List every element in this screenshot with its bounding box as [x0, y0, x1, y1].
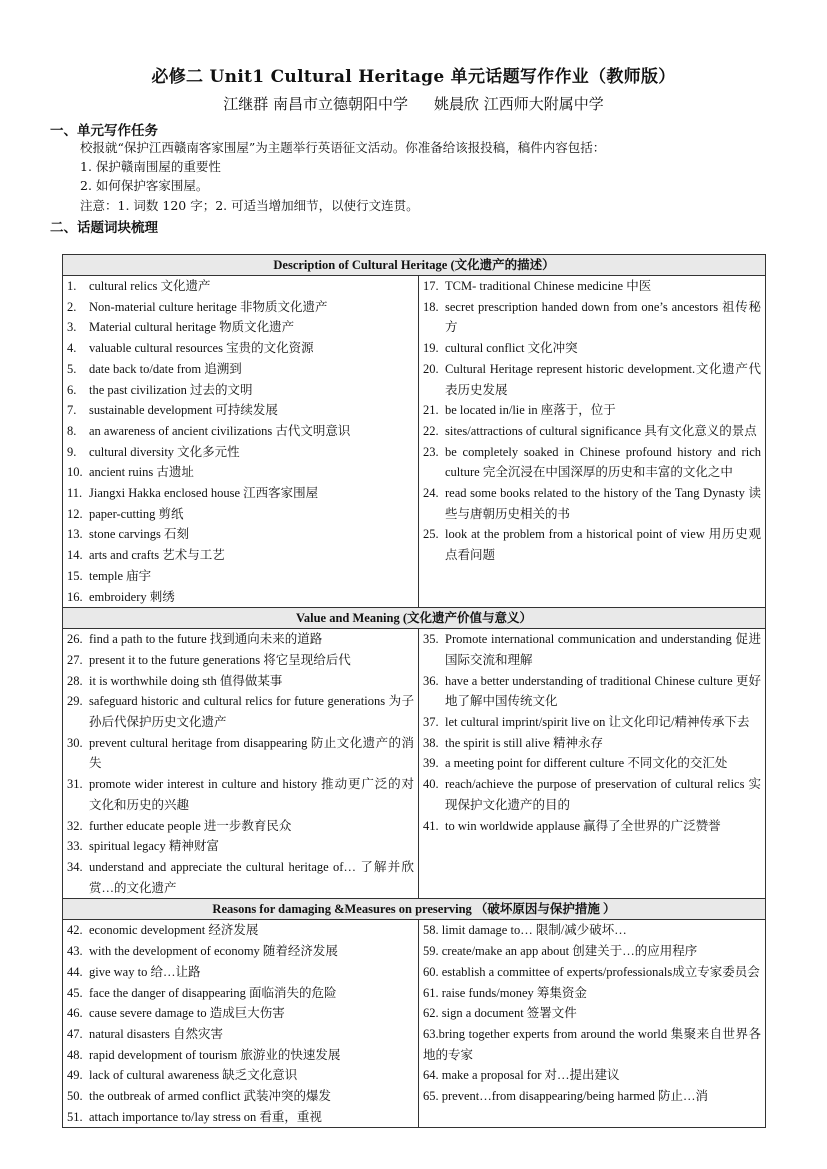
vocab-item-text: read some books related to the history of the Tang Dynasty 读些与唐朝历史相关的书 [445, 486, 761, 521]
vocab-item-text: the spirit is still alive 精神永存 [445, 735, 603, 750]
vocab-item-number: 40. [423, 777, 439, 792]
vocab-item [67, 524, 414, 545]
vocab-item-number: 3. [67, 320, 77, 335]
vocab-item [423, 816, 761, 837]
vocab-item-number: 11. [67, 486, 83, 501]
vocab-item-number: 4. [67, 341, 77, 356]
vocab-item-number: 50. [67, 1089, 83, 1104]
vocab-item-text: with the development of economy 随着经济发展 [89, 944, 338, 959]
vocab-item-number: 28. [67, 673, 83, 688]
vocab-item [67, 276, 414, 297]
vocab-item-text: Material cultural heritage 物质文化遗产 [89, 320, 295, 335]
vocab-item-text: cause severe damage to 造成巨大伤害 [89, 1006, 285, 1021]
section-left-column [63, 276, 419, 608]
vocab-item-number: 27. [67, 652, 83, 667]
vocab-item-number: 14. [67, 548, 83, 563]
section-header-row [63, 608, 766, 629]
vocab-item [423, 962, 761, 983]
vocab-item [423, 421, 761, 442]
vocab-item-text: spiritual legacy 精神财富 [89, 839, 219, 854]
vocab-item-number: 39. [423, 756, 439, 771]
vocab-item-number: 43. [67, 944, 83, 959]
vocab-item-text: cultural diversity 文化多元性 [89, 444, 240, 459]
vocab-item [423, 359, 761, 400]
vocab-item-number: 25. [423, 527, 439, 542]
vocab-item-number: 22. [423, 423, 439, 438]
vocab-item [67, 442, 414, 463]
vocab-item [423, 483, 761, 524]
vocab-item-text: sustainable development 可持续发展 [89, 403, 278, 418]
vocab-item [67, 629, 414, 650]
vocab-item [423, 920, 761, 941]
vocab-item-number: 19. [423, 341, 439, 356]
vocab-item-number: 13. [67, 527, 83, 542]
vocab-item [67, 816, 414, 837]
vocab-item-text: the outbreak of armed conflict 武装冲突的爆发 [89, 1089, 331, 1104]
vocab-item-text: 64. make a proposal for 对…提出建议 [423, 1068, 620, 1083]
vocab-item [67, 671, 414, 692]
section-title: Description of Cultural Heritage (文化遗产的描述） [63, 255, 766, 276]
vocab-item-text: reach/achieve the purpose of preservation of cultural relics 实现保护文化遗产的目的 [445, 777, 761, 812]
vocab-item-text: an awareness of ancient civilizations 古代文明意识 [89, 423, 351, 438]
vocab-item [67, 774, 414, 815]
vocab-table [62, 254, 766, 1128]
vocab-item-text: 65. prevent…from disappearing/being harmed 防止…消 [423, 1089, 708, 1104]
vocab-item [423, 671, 761, 712]
vocab-item-text: give way to 给…让路 [89, 964, 201, 979]
vocab-item [67, 566, 414, 587]
author-2: 姚晨欣 江西师大附属中学 [434, 95, 604, 113]
vocab-item-text: a meeting point for different culture 不同文化的交汇处 [445, 756, 728, 771]
vocab-item-text: understand and appreciate the cultural heritage of… 了解并欣赏…的文化遗产 [89, 859, 414, 895]
vocab-item-text: let cultural imprint/spirit live on 让文化印记/精神传承下去 [445, 715, 750, 730]
vocab-item [67, 1045, 414, 1066]
vocab-item-text: cultural relics 文化遗产 [89, 279, 211, 293]
vocab-item-text: Cultural Heritage represent historic development.文化遗产代表历史发展 [445, 361, 761, 397]
vocab-item [67, 983, 414, 1004]
vocab-item-number: 23. [423, 444, 439, 459]
vocab-item-text: present it to the future generations 将它呈现给后代 [89, 652, 351, 667]
section-header-row [63, 899, 766, 920]
section-right-column [419, 629, 766, 899]
vocab-item-text: 62. sign a document 签署文件 [423, 1006, 577, 1021]
vocab-item-number: 44. [67, 964, 83, 979]
vocab-item-text: attach importance to/lay stress on 看重，重视 [89, 1109, 322, 1124]
vocab-item-text: sites/attractions of cultural significance 具有文化意义的景点 [445, 423, 757, 438]
vocab-item [67, 920, 414, 941]
vocab-item-number: 42. [67, 923, 83, 938]
vocab-item-text: lack of cultural awareness 缺乏文化意识 [89, 1068, 298, 1083]
vocab-item [423, 442, 761, 483]
vocab-item-text: 58. limit damage to… 限制/减少破坏… [423, 923, 627, 938]
vocab-item [423, 524, 761, 565]
vocab-item [423, 297, 761, 338]
vocab-item [423, 983, 761, 1004]
vocab-item [67, 380, 414, 401]
vocab-item-number: 35. [423, 632, 439, 647]
vocab-item-number: 33. [67, 839, 83, 854]
vocab-item [67, 297, 414, 318]
vocab-item [67, 1024, 414, 1045]
section-header-row [63, 255, 766, 276]
vocab-item-text: Non-material culture heritage 非物质文化遗产 [89, 299, 328, 314]
task-note: 注意：1. 词数 120 字；2. 可适当增加细节，以使行文连贯。 [80, 198, 419, 213]
vocab-item-number: 21. [423, 403, 439, 418]
task-point-2: 2. 如何保护客家围屋。 [80, 178, 209, 193]
vocab-item-text: promote wider interest in culture and history 推动更广泛的对文化和历史的兴趣 [89, 777, 414, 812]
vocab-item [67, 545, 414, 566]
vocab-item [423, 774, 761, 815]
vocab-item [67, 504, 414, 525]
section-left-column [63, 629, 419, 899]
vocab-item-text: embroidery 刺绣 [89, 589, 175, 604]
vocab-item-number: 41. [423, 818, 439, 833]
vocab-item-text: have a better understanding of traditional Chinese culture 更好地了解中国传统文化 [445, 673, 761, 709]
vocab-item [423, 276, 761, 297]
vocab-item-number: 49. [67, 1068, 83, 1083]
vocab-item-number: 5. [67, 361, 77, 376]
vocab-item [67, 1086, 414, 1107]
authors-line [0, 93, 827, 114]
vocab-item-text: date back to/date from 追溯到 [89, 361, 242, 376]
vocab-item-number: 32. [67, 818, 83, 833]
author-1: 江继群 南昌市立德朝阳中学 [223, 95, 408, 113]
vocab-item-text: look at the problem from a historical point of view 用历史观点看问题 [445, 527, 761, 563]
vocab-item [423, 941, 761, 962]
vocab-item-text: prevent cultural heritage from disappearing 防止文化遗产的消失 [89, 735, 414, 771]
vocab-item-text: to win worldwide applause 赢得了全世界的广泛赞誉 [445, 818, 721, 833]
vocab-item [423, 400, 761, 421]
section-body-row [63, 920, 766, 1128]
vocab-item [423, 1024, 761, 1065]
vocab-item [423, 338, 761, 359]
vocab-item [67, 338, 414, 359]
vocab-item-number: 51. [67, 1109, 83, 1124]
vocab-item-number: 7. [67, 403, 77, 418]
vocab-item [67, 317, 414, 338]
vocab-item-number: 26. [67, 632, 83, 647]
vocab-item [423, 1086, 761, 1107]
vocab-item-text: paper-cutting 剪纸 [89, 506, 184, 521]
vocab-item [67, 733, 414, 774]
vocab-item-text: valuable cultural resources 宝贵的文化资源 [89, 341, 314, 356]
task-point-1: 1. 保护赣南围屋的重要性 [80, 159, 221, 174]
vocab-item [423, 753, 761, 774]
vocab-item [423, 712, 761, 733]
vocab-item-text: further educate people 进一步教育民众 [89, 818, 292, 833]
vocab-item-number: 1. [67, 279, 77, 293]
vocab-item [67, 421, 414, 442]
vocab-item-number: 10. [67, 465, 83, 480]
vocab-item-number: 30. [67, 735, 83, 750]
vocab-item-text: TCM- traditional Chinese medicine 中医 [445, 279, 652, 293]
vocab-item-number: 6. [67, 382, 77, 397]
vocab-item-number: 47. [67, 1026, 83, 1041]
section-body-row [63, 276, 766, 608]
task-heading: 一、单元写作任务 [50, 123, 158, 139]
page-title: 必修二 Unit1 Cultural Heritage 单元话题写作作业（教师版） [151, 67, 676, 87]
vocab-item-text: rapid development of tourism 旅游业的快速发展 [89, 1047, 341, 1062]
vocab-item-text: 59. create/make an app about 创建关于…的应用程序 [423, 944, 698, 959]
vocab-item-number: 8. [67, 423, 77, 438]
vocab-item-text: 60. establish a committee of experts/professionals成立专家委员会 [423, 964, 760, 979]
vocab-item [67, 650, 414, 671]
vocab-item-number: 31. [67, 777, 83, 792]
vocab-item-text: cultural conflict 文化冲突 [445, 341, 578, 356]
vocab-item [67, 462, 414, 483]
vocab-item-number: 20. [423, 361, 439, 376]
vocab-item-number: 36. [423, 673, 439, 688]
vocab-item [423, 733, 761, 754]
section-right-column [419, 920, 766, 1128]
vocab-item [67, 1107, 414, 1128]
section-right-column [419, 276, 766, 608]
vocab-item [67, 359, 414, 380]
vocab-item [423, 629, 761, 670]
vocab-item-text: find a path to the future 找到通向未来的道路 [89, 632, 323, 647]
vocab-item-text: arts and crafts 艺术与工艺 [89, 548, 225, 563]
vocab-item-text: stone carvings 石刻 [89, 527, 189, 542]
vocab-item-number: 18. [423, 299, 439, 314]
vocab-item [67, 962, 414, 983]
vocab-item-number: 34. [67, 859, 83, 874]
vocab-item-number: 46. [67, 1006, 83, 1021]
vocab-item-text: ancient ruins 古遗址 [89, 465, 194, 480]
vocab-item-text: 61. raise funds/money 筹集资金 [423, 985, 587, 1000]
vocab-item-text: be located in/lie in 座落于，位于 [445, 403, 616, 418]
vocab-item [67, 1003, 414, 1024]
vocab-item-number: 17. [423, 279, 439, 293]
task-intro: 校报就“保护江西赣南客家围屋”为主题举行英语征文活动。你准备给该报投稿，稿件内容包括： [80, 140, 606, 155]
vocab-item [67, 483, 414, 504]
vocab-item-text: natural disasters 自然灾害 [89, 1026, 224, 1041]
vocab-item-text: Promote international communication and understanding 促进国际交流和理解 [445, 632, 761, 667]
vocab-item-text: the past civilization 过去的文明 [89, 382, 253, 397]
vocab-item-text: 63.bring together experts from around the world 集聚来自世界各地的专家 [423, 1026, 761, 1062]
vocab-item [423, 1003, 761, 1024]
vocab-item-text: temple 庙宇 [89, 568, 152, 583]
vocab-item [67, 400, 414, 421]
vocab-item-number: 24. [423, 486, 439, 501]
vocab-item-text: face the danger of disappearing 面临消失的危险 [89, 985, 337, 1000]
vocab-item-text: it is worthwhile doing sth 值得做某事 [89, 673, 283, 688]
vocab-item-text: economic development 经济发展 [89, 923, 259, 938]
vocab-heading: 二、话题词块梳理 [50, 220, 158, 236]
vocab-item [67, 941, 414, 962]
section-title: Value and Meaning (文化遗产价值与意义） [63, 608, 766, 629]
vocab-item-number: 2. [67, 299, 77, 314]
section-left-column [63, 920, 419, 1128]
vocab-item [67, 857, 414, 898]
vocab-item [67, 587, 414, 608]
vocab-item [423, 1065, 761, 1086]
vocab-item-number: 12. [67, 506, 83, 521]
vocab-item-number: 38. [423, 735, 439, 750]
vocab-item [67, 1065, 414, 1086]
vocab-item-text: safeguard historic and cultural relics for future generations 为子孙后代保护历史文化遗产 [89, 694, 414, 730]
vocab-item [67, 691, 414, 732]
vocab-item-text: be completely soaked in Chinese profound history and rich culture 完全沉浸在中国深厚的历史和丰富的文化之中 [445, 444, 761, 480]
vocab-item-number: 16. [67, 589, 83, 604]
vocab-item-number: 48. [67, 1047, 83, 1062]
vocab-item-number: 29. [67, 694, 83, 709]
section-title: Reasons for damaging &Measures on preserving （破坏原因与保护措施 ） [63, 899, 766, 920]
vocab-item-text: secret prescription handed down from one’s ancestors 祖传秘方 [445, 299, 761, 335]
vocab-item-number: 15. [67, 568, 83, 583]
vocab-item-number: 37. [423, 715, 439, 730]
vocab-item [67, 836, 414, 857]
section-body-row [63, 629, 766, 899]
vocab-item-number: 45. [67, 985, 83, 1000]
vocab-item-text: Jiangxi Hakka enclosed house 江西客家围屋 [89, 486, 319, 501]
vocab-item-number: 9. [67, 444, 77, 459]
